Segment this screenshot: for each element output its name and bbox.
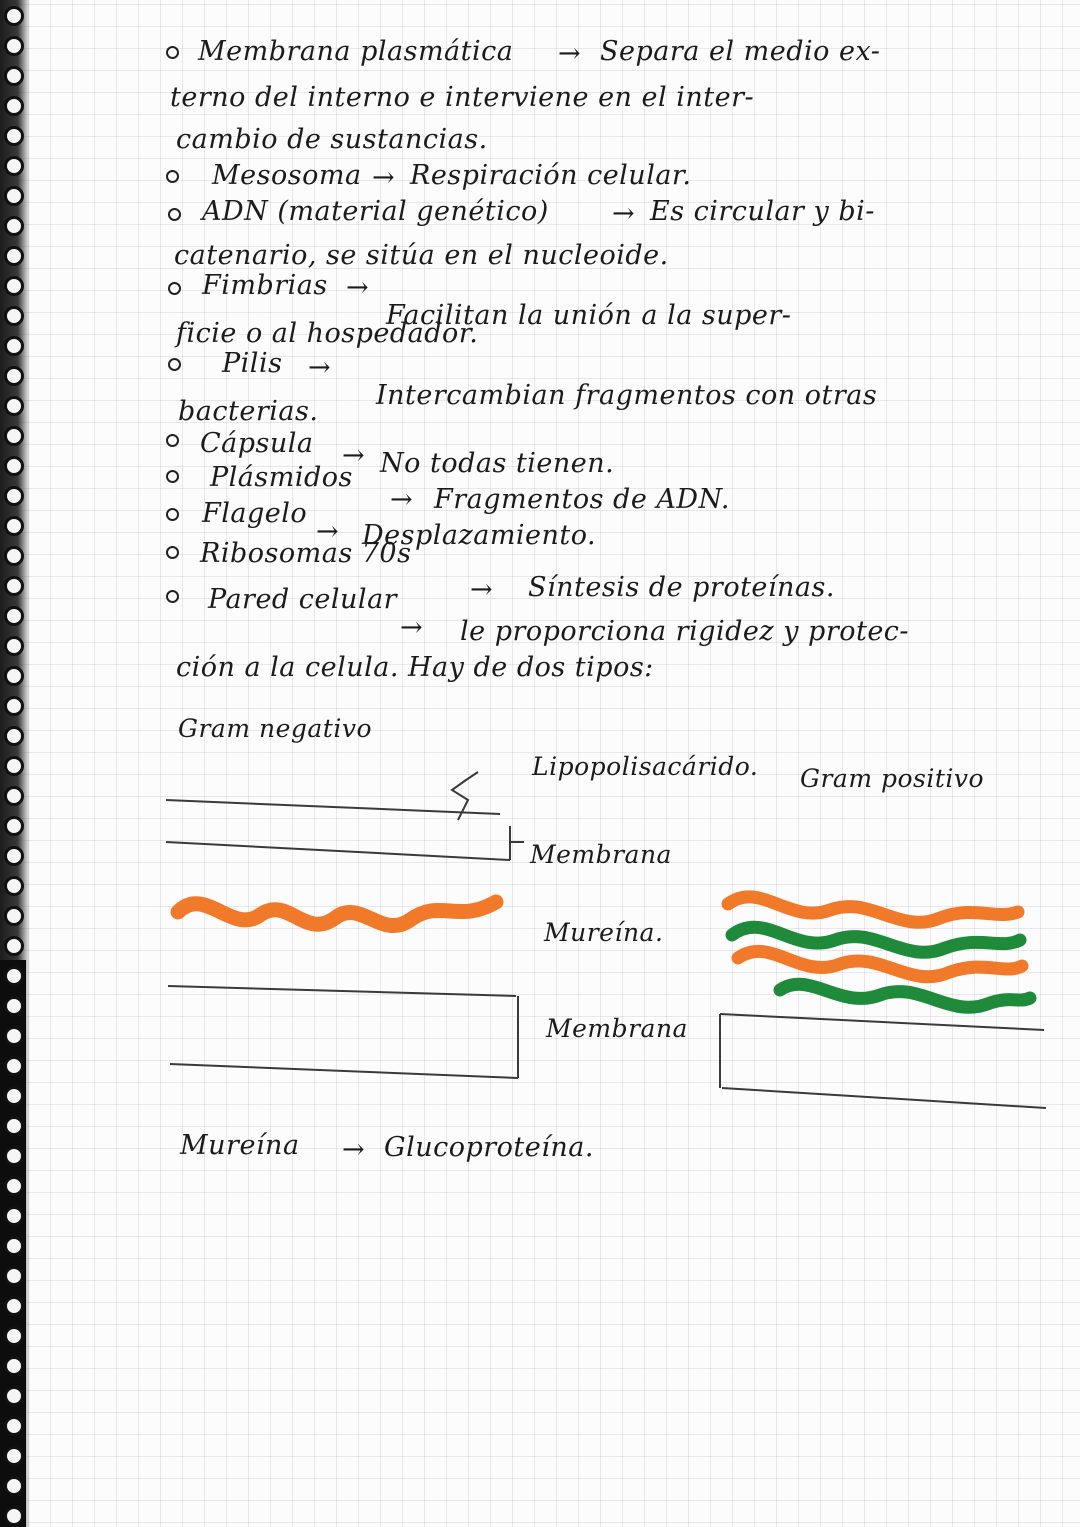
membrane-line-2 [722,1088,1046,1108]
gram-positive-murein-wave-1 [728,897,1018,922]
inner-membrane-line-2 [170,1064,518,1078]
gram-negative-murein-wave [178,902,496,926]
note-arrow: → [372,162,396,193]
lipopolysaccharide-label: Lipopolisacárido. [532,752,759,781]
footer-text: Glucoproteína. [384,1132,594,1163]
note-line: terno del interno e interviene en el inter- [170,82,755,113]
note-arrow: → [342,440,366,471]
note-text: Síntesis de proteínas. [528,572,835,603]
note-line: ficie o al hospedador. [176,318,479,349]
gram-negative-title: Gram negativo [178,714,372,743]
outer-membrane-line-2 [166,842,510,860]
note-line: ción a la celula. Hay de dos tipos: [176,652,654,683]
note-term: Fimbrias [202,270,328,301]
note-term: Pared celular [208,584,398,615]
gram-positive-membrane [720,1014,1046,1108]
note-text: Separa el medio ex- [600,36,881,67]
gram-positive-layers [728,897,1030,1007]
note-text: Intercambian fragmentos con otras [376,380,878,411]
note-arrow: → [316,516,340,547]
note-arrow: → [390,484,414,515]
note-term: Flagelo [202,498,308,529]
note-text: Fragmentos de ADN. [434,484,731,515]
note-term: Cápsula [200,428,314,459]
gram-positive-murein-wave-2 [738,951,1022,976]
inner-membrane-label: Membrana [546,1014,688,1043]
note-text: Es circular y bi- [650,196,875,227]
note-text: Respiración celular. [410,160,692,191]
note-arrow: → [558,38,582,69]
note-term: Pilis [222,348,283,379]
gram-negative-layers [166,772,524,1078]
footer-arrow: → [342,1134,366,1165]
outer-membrane-line-1 [166,800,500,814]
note-arrow: → [470,574,494,605]
note-term: Mesosoma [212,160,362,191]
note-arrow: → [308,352,332,383]
gram-positive-green-wave-2 [780,984,1030,1007]
note-text: le proporciona rigidez y protec- [460,616,910,647]
note-term: Plásmidos [210,462,353,493]
note-term: Membrana plasmática [198,36,514,67]
note-text: No todas tienen. [380,448,615,479]
membrane-line-1 [720,1014,1044,1030]
note-arrow: → [612,198,636,229]
note-arrow: → [400,612,424,643]
note-line: bacterias. [178,396,319,427]
note-term: Ribosomas 70s [200,538,412,569]
note-line: catenario, se sitúa en el nucleoide. [174,240,669,271]
note-text: Desplazamiento. [362,520,597,551]
footer-term: Mureína [180,1130,300,1161]
note-line: cambio de sustancias. [176,124,488,155]
outer-membrane-label: Membrana [530,840,672,869]
note-text: Facilitan la unión a la super- [386,300,792,331]
note-term: ADN (material genético) [202,196,549,227]
inner-membrane-line-1 [168,986,516,996]
note-arrow: → [346,272,370,303]
gram-positive-title: Gram positivo [800,764,985,793]
murein-label: Mureína. [544,918,664,947]
